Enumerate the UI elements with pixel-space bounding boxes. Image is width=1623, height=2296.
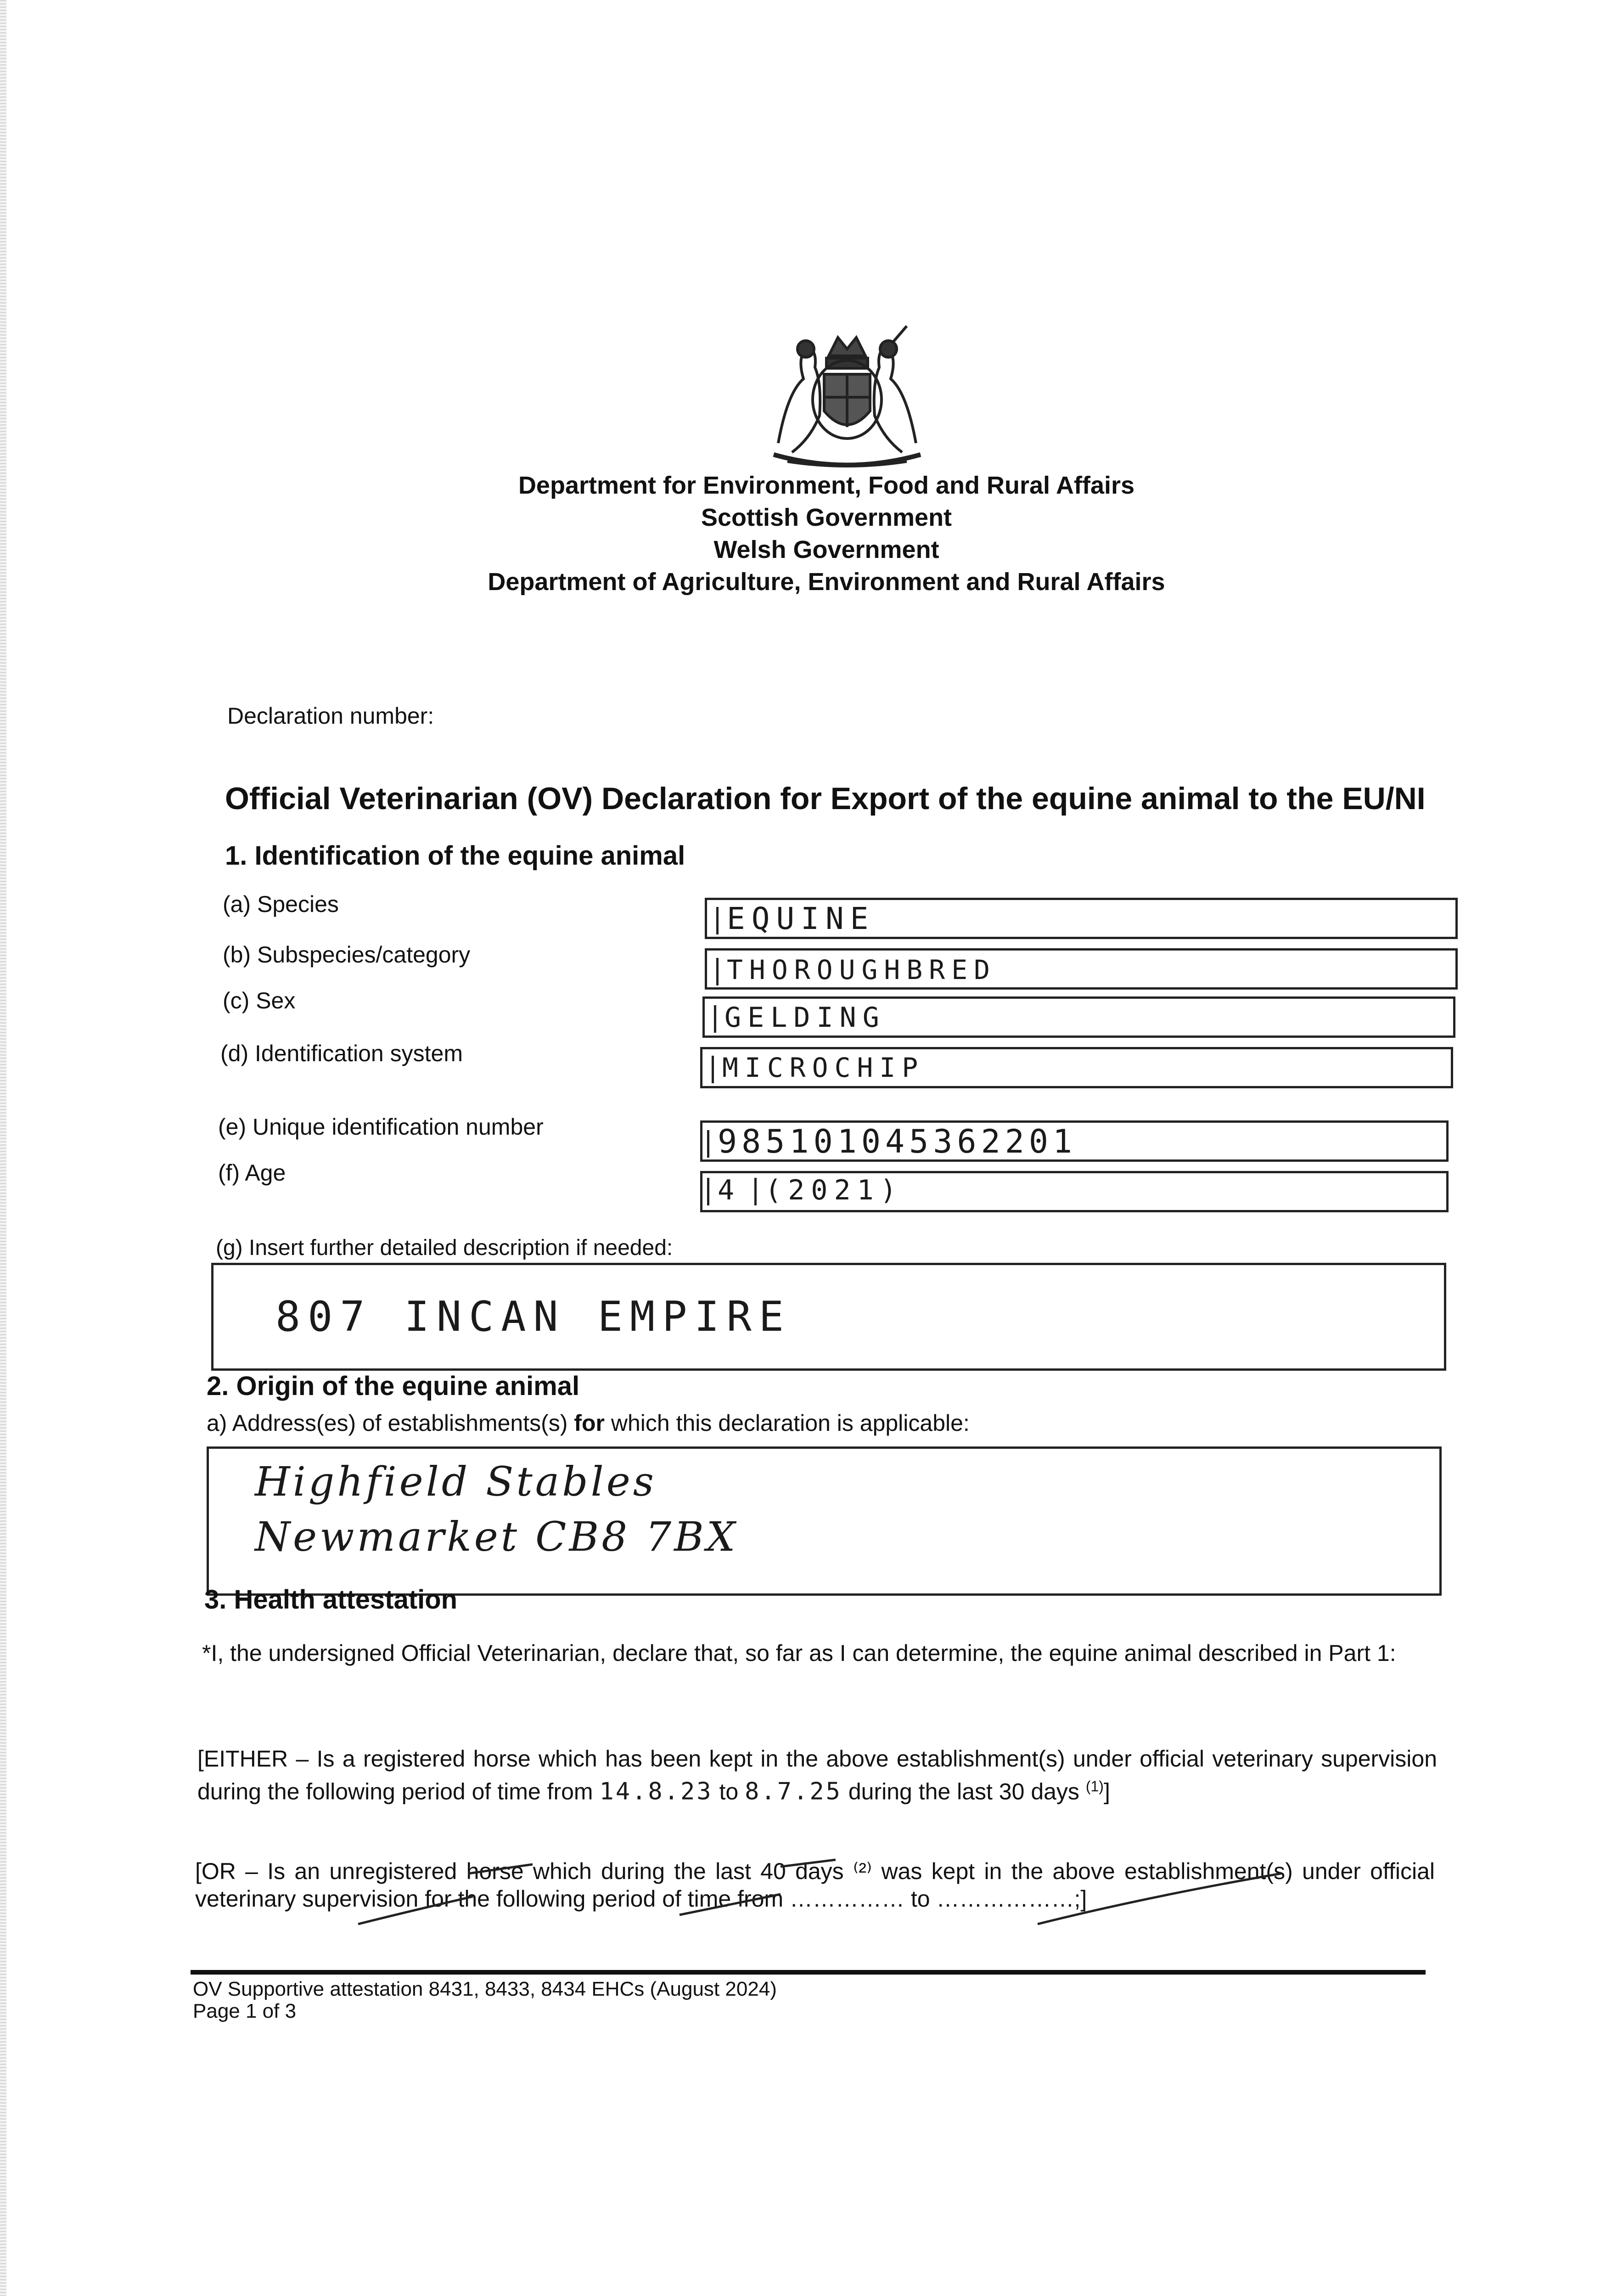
- department-name-defra: Department for Environment, Food and Rural Affairs: [518, 472, 1135, 499]
- section1-heading: 1. Identification of the equine animal: [225, 841, 685, 871]
- address-label: a) Address(es) of establishments(s) for which this declaration is applicable:: [207, 1410, 970, 1436]
- subspecies-label: (b) Subspecies/category: [223, 942, 471, 968]
- identification-system-field[interactable]: [700, 1047, 1453, 1088]
- species-label: (a) Species: [223, 891, 339, 917]
- either-clause: [EITHER – Is a registered horse which has been kept in the above establishment(s) under official veterinary supervision during the following period of time from 14.8.23 to 8.7.25 during the last 30 days $^{(1)}$]: [197, 1746, 1437, 1806]
- scan-edge: [0, 0, 6, 2296]
- age-year-value: (2021): [765, 1174, 903, 1206]
- address-line-1: Highfield Stables: [255, 1458, 657, 1505]
- identification-system-value: MICROCHIP: [722, 1052, 925, 1083]
- subspecies-field[interactable]: [705, 948, 1458, 990]
- description-label: (g) Insert further detailed description if needed:: [216, 1236, 673, 1260]
- footer-page-number: Page 1 of 3: [193, 2000, 297, 2022]
- address-field[interactable]: [207, 1446, 1442, 1596]
- either-to-date: 8.7.25: [745, 1778, 842, 1806]
- or-clause: [OR – Is an unregistered horse which during the last 40 days ⁽²⁾ was kept in the above establishment(s) under official veterinary supervision for the following period of time from …………… to ………………;]: [195, 1858, 1435, 1912]
- declaration-number-label: Declaration number:: [227, 703, 434, 729]
- footer-divider: [191, 1970, 1426, 1975]
- description-value: 807 INCAN EMPIRE: [275, 1293, 791, 1341]
- subspecies-value: THOROUGHBRED: [727, 954, 997, 985]
- strike-through-marks: [321, 1855, 1331, 1933]
- health-attestation-intro: *I, the undersigned Official Veterinarian, declare that, so far as I can determine, the equine animal described in Part 1:: [202, 1640, 1396, 1666]
- sex-label: (c) Sex: [223, 988, 296, 1013]
- section3-heading: 3. Health attestation: [204, 1585, 458, 1615]
- section2-heading: 2. Origin of the equine animal: [207, 1371, 580, 1401]
- age-field[interactable]: [700, 1171, 1449, 1212]
- department-name-welsh-gov: Welsh Government: [713, 536, 939, 563]
- footer-attestation: OV Supportive attestation 8431, 8433, 8434 EHCs (August 2024): [193, 1978, 777, 2000]
- sex-value: GELDING: [724, 1002, 886, 1034]
- sex-field[interactable]: [702, 996, 1455, 1038]
- age-value: 4: [718, 1174, 741, 1206]
- age-label: (f) Age: [218, 1160, 286, 1186]
- identification-system-label: (d) Identification system: [220, 1041, 463, 1066]
- species-value: EQUINE: [727, 901, 875, 936]
- department-name-daera: Department of Agriculture, Environment and Rural Affairs: [488, 568, 1165, 596]
- royal-coat-of-arms-icon: [760, 324, 934, 471]
- unique-id-label: (e) Unique identification number: [218, 1114, 544, 1140]
- page-title: Official Veterinarian (OV) Declaration for Export of the equine animal to the EU/NI: [225, 781, 1426, 816]
- unique-id-field[interactable]: [700, 1120, 1449, 1162]
- unique-id-value: 985101045362201: [718, 1123, 1077, 1160]
- species-field[interactable]: [705, 898, 1458, 939]
- description-field[interactable]: [211, 1263, 1446, 1371]
- either-from-date: 14.8.23: [599, 1778, 713, 1806]
- department-name-scottish-gov: Scottish Government: [701, 504, 952, 531]
- address-line-2: Newmarket CB8 7BX: [255, 1513, 738, 1560]
